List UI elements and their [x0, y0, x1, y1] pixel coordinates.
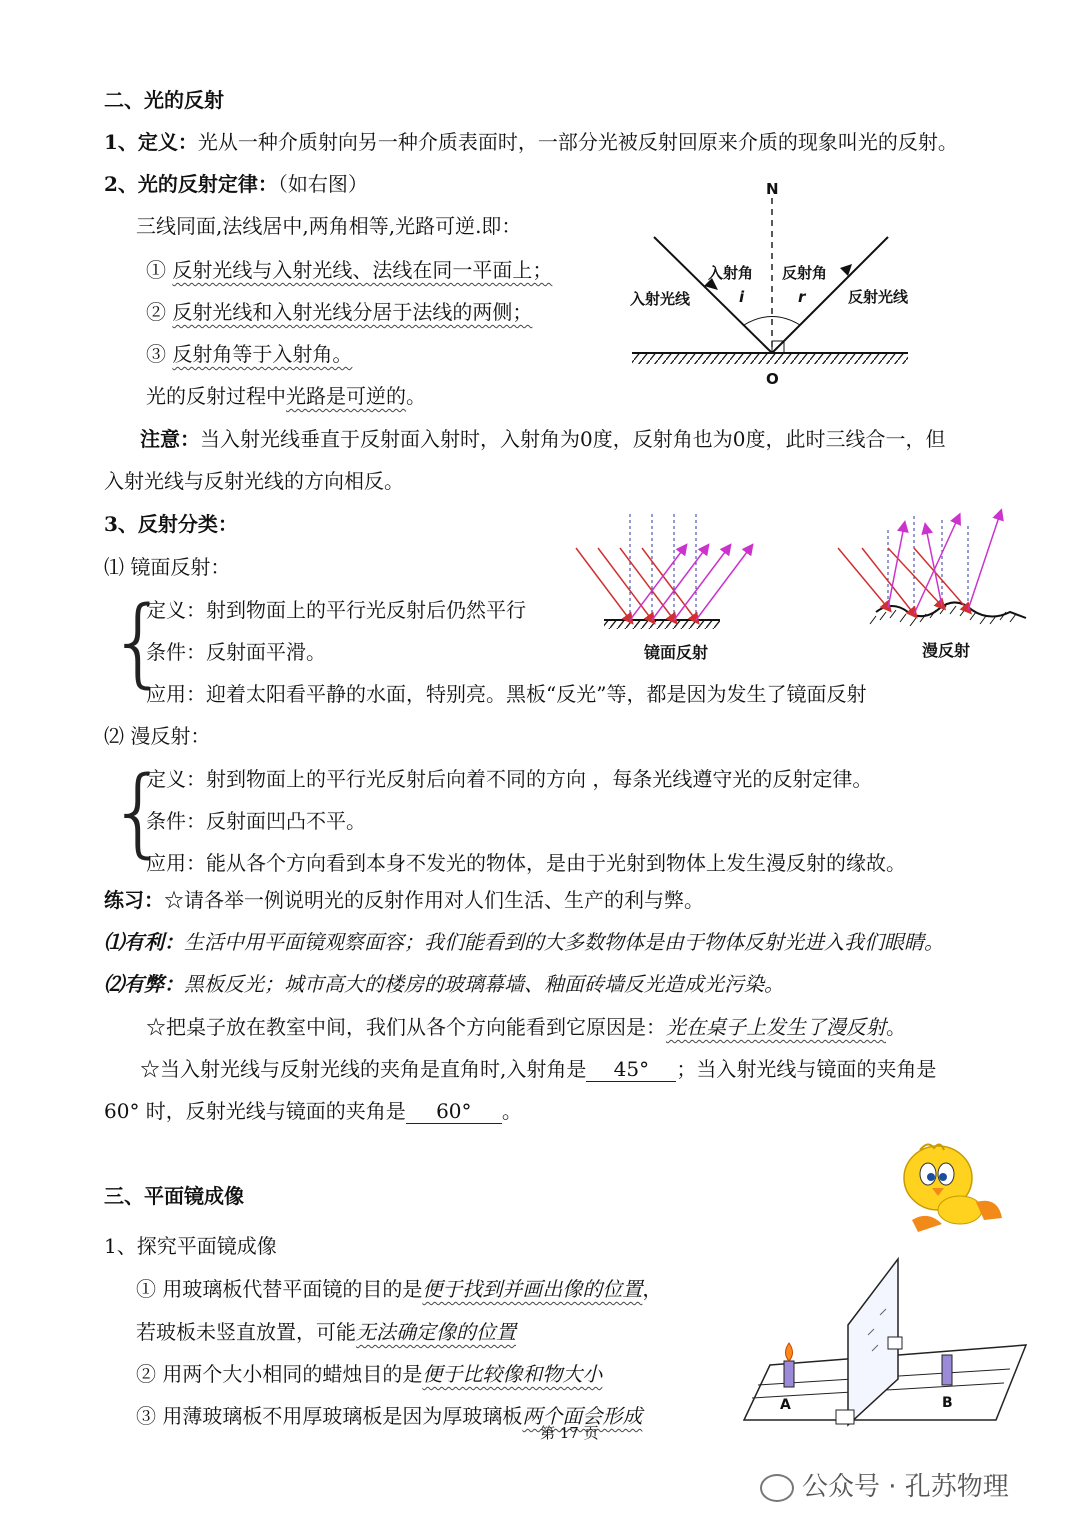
- mirror-definition: 定义：射到物面上的平行光反射后仍然平行: [146, 598, 526, 622]
- law-item-num: ③: [146, 342, 166, 366]
- reflection-types-diagram: [570, 508, 1030, 668]
- diffuse-reflection-figure: [838, 514, 1026, 626]
- practice-label: 练习：: [104, 888, 164, 912]
- incident-ray-label: 入射光线: [630, 290, 691, 308]
- practice-text: ☆请各举一例说明光的反射作用对人们生活、生产的利与弊。: [164, 888, 704, 912]
- law-item-1: [146, 256, 552, 284]
- question-1: [146, 1013, 906, 1041]
- diffuse-condition: 条件：反射面凹凸不平。: [146, 809, 366, 833]
- mirror-application: 应用：迎着太阳看平静的水面，特别亮。黑板“反光”等，都是因为发生了镜面反射: [146, 682, 867, 706]
- plane-mirror-experiment-diagram: [740, 1255, 1030, 1430]
- classification-title: 3、反射分类：: [104, 512, 238, 536]
- pro-line: [104, 928, 944, 956]
- law-item-2: [146, 298, 532, 326]
- candle-a: [784, 1361, 794, 1387]
- reversible-line: [146, 382, 426, 410]
- reflect-ray-label: 反射光线: [848, 288, 909, 306]
- question-1-end: 。: [886, 1015, 906, 1039]
- explore-item-answer: 两个面会形成: [522, 1404, 643, 1428]
- diffuse-application: 应用：能从各个方向看到本身不发光的物体，是由于光射到物体上发生漫反射的缘故。: [146, 851, 906, 875]
- watermark-text: 公众号 · 孔苏物理: [802, 1472, 1009, 1502]
- candle-b: [942, 1355, 952, 1385]
- practice-line: [104, 886, 704, 914]
- section-title-plane-mirror: 三、平面镜成像: [104, 1184, 244, 1208]
- explore-item-prefix: 用薄玻璃板不用厚玻璃板是因为厚玻璃板: [162, 1404, 523, 1428]
- definition-label: 1、定义：: [104, 130, 198, 154]
- law-item-text: 反射光线和入射光线分居于法线的两侧；: [172, 300, 533, 324]
- origin-label: O: [766, 370, 779, 388]
- label-a: A: [780, 1397, 791, 1413]
- diffuse-caption: 漫反射: [922, 641, 971, 660]
- mirror-reflection-title: ⑴ 镜面反射：: [104, 555, 231, 579]
- normal-label: N: [766, 180, 779, 198]
- label-b: B: [942, 1395, 953, 1411]
- explore-item-suffix: ，: [642, 1277, 663, 1301]
- question-2-answer2: 60°: [406, 1099, 502, 1124]
- definition-text: 光从一种介质射向另一种介质表面时，一部分光被反射回原来介质的现象叫光的反射。: [197, 130, 958, 154]
- explore-item-answer: 无法确定像的位置: [356, 1320, 516, 1344]
- question-2-text2: 60° 时，反射光线与镜面的夹角是: [104, 1099, 406, 1123]
- definition-line: [104, 128, 958, 156]
- law-label: 2、光的反射定律：: [104, 172, 278, 196]
- law-item-text: 反射角等于入射角。: [172, 342, 353, 366]
- explore-item-prefix: 用两个大小相同的蜡烛目的是: [162, 1362, 423, 1386]
- law-line: [104, 170, 368, 198]
- explore-item-answer: 便于比较像和物大小: [422, 1362, 603, 1386]
- question-1-text: ☆把桌子放在教室中间，我们从各个方向能看到它原因是：: [146, 1015, 666, 1039]
- law-item-3: [146, 340, 352, 368]
- law-item-num: ②: [146, 300, 166, 324]
- pro-label: ⑴有利：: [104, 930, 184, 954]
- question-2-text: ☆当入射光线与反射光线的夹角是直角时,入射角是: [140, 1057, 587, 1081]
- law-item-num: ①: [146, 258, 166, 282]
- brace-diffuse: {: [108, 756, 170, 868]
- pro-text: 生活中用平面镜观察面容；我们能看到的大多数物体是由于物体反射光进入我们眼睛。: [184, 930, 944, 954]
- law-summary: 三线同面,法线居中,两角相等,光路可逆.即：: [136, 214, 522, 238]
- explore-item-prefix: 若玻板未竖直放置，可能: [136, 1320, 356, 1344]
- explore-item-2: [136, 1360, 602, 1388]
- section-title-reflection: 二、光的反射: [104, 88, 224, 112]
- page-number: 第 17 页: [540, 1424, 599, 1442]
- wechat-icon: [760, 1474, 794, 1502]
- law-item-text: 反射光线与入射光线、法线在同一平面上；: [172, 258, 553, 282]
- reversible-suffix: 。: [406, 384, 426, 408]
- mirror-condition: 条件：反射面平滑。: [146, 640, 326, 664]
- question-1-answer: 光在桌子上发生了漫反射: [666, 1015, 886, 1039]
- diffuse-reflection-title: ⑵ 漫反射：: [104, 724, 211, 748]
- glass-holder-bottom: [836, 1410, 854, 1424]
- con-text: 黑板反光；城市高大的楼房的玻璃幕墙、釉面砖墙反光造成光污染。: [184, 972, 784, 996]
- law-note: （如右图）: [277, 172, 368, 196]
- diffuse-definition: 定义：射到物面上的平行光反射后向着不同的方向 ，每条光线遵守光的反射定律。: [146, 767, 873, 791]
- incident-symbol: i: [739, 288, 745, 306]
- glass-holder-top: [888, 1337, 902, 1349]
- note-line-2: 入射光线与反射光线的方向相反。: [104, 469, 404, 493]
- question-2: [140, 1055, 936, 1083]
- reflection-law-diagram: [626, 180, 926, 390]
- explore-item-num: ①: [136, 1277, 156, 1301]
- con-label: ⑵有弊：: [104, 972, 184, 996]
- reflect-angle-label: 反射角: [782, 264, 828, 282]
- note-text-1: 当入射光线垂直于反射面入射时，入射角为0度，反射角也为0度，此时三线合一，但: [200, 427, 946, 451]
- explore-item-1: [136, 1275, 662, 1303]
- explore-item-1b: [136, 1318, 516, 1346]
- cartoon-bird-image: [898, 1140, 1008, 1240]
- reversible-text: 光路是可逆的: [286, 384, 406, 408]
- reversible-prefix: 光的反射过程中: [146, 384, 286, 408]
- mirror-reflection-figure: [576, 514, 750, 629]
- question-2-answer: 45°: [586, 1057, 676, 1082]
- question-2-cont: [104, 1097, 522, 1125]
- question-2-end: 。: [501, 1099, 522, 1123]
- explore-item-prefix: 用玻璃板代替平面镜的目的是: [162, 1277, 423, 1301]
- candle-flame: [786, 1343, 793, 1361]
- explore-item-num: ③: [136, 1404, 156, 1428]
- explore-subtitle: 1、探究平面镜成像: [104, 1234, 277, 1258]
- note-label: 注意：: [140, 427, 200, 451]
- brace-mirror: {: [108, 586, 170, 698]
- con-line: [104, 970, 784, 998]
- reflect-symbol: r: [798, 288, 806, 306]
- note-line-1: [140, 425, 945, 453]
- explore-item-answer: 便于找到并画出像的位置: [422, 1277, 643, 1301]
- question-2-mid: ；当入射光线与镜面的夹角是: [676, 1057, 937, 1081]
- watermark: [760, 1466, 1009, 1503]
- mirror-hatch: [632, 354, 908, 364]
- mirror-caption: 镜面反射: [644, 643, 709, 662]
- incident-angle-label: 入射角: [708, 264, 754, 282]
- explore-item-num: ②: [136, 1362, 156, 1386]
